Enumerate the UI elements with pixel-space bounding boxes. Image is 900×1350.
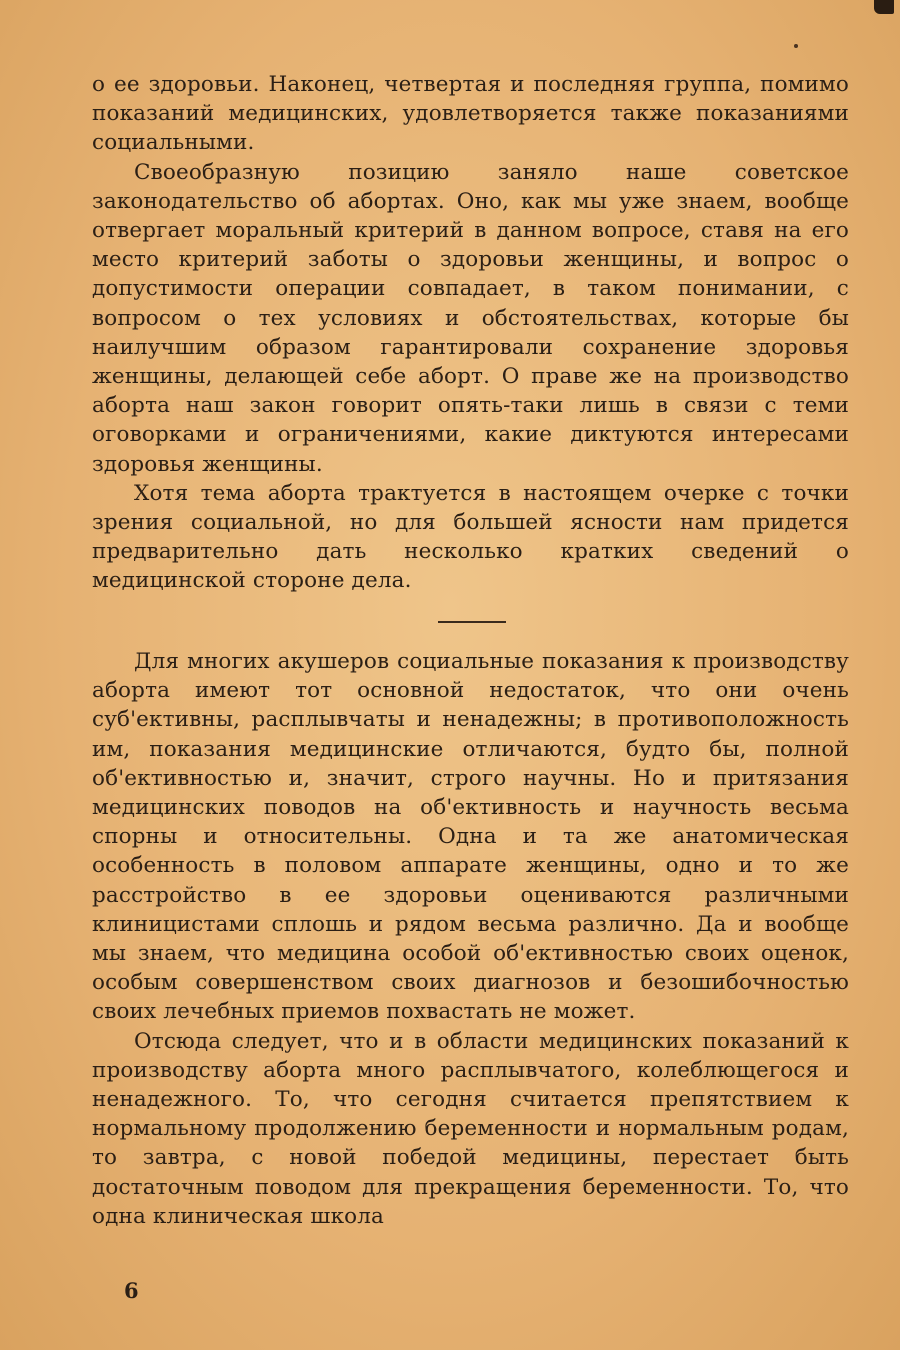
- paragraph: Для многих акушеров социальные показания к производству аборта имеют тот основной недостаток, что они очень суб'ективны, расплывчаты и ненадежны; в противоположность им, показания медицинские отличаются, будто бы, полной об'ективностью и, значит, строго научны. Но и притязания медицинских поводов на об'ективность и научность весьма спорны и относительны. Одна и та же анатомическая особенность в половом аппарате женщины, одно и то же расстройство в ее здоровьи оцениваются различными клиницистами сплошь и рядом весьма различно. Да и вообще мы знаем, что медицина особой об'ективностью своих оценок, особым совершенством своих диагнозов и безошибочностью своих лечебных приемов похвастать не может.: [92, 649, 849, 1025]
- text-block-bottom: [92, 647, 849, 1231]
- paragraph: Отсюда следует, что и в области медицинских показаний к производству аборта много расплывчатого, колеблющегося и ненадежного. То, что сегодня считается препятствием к нормальному продолжению беременности и нормальным родам, то завтра, с новой победой медицины, перестает быть достаточным поводом для прекращения беременности. То, что одна клиническая школа: [92, 1028, 849, 1229]
- page-edge-mark: [874, 0, 894, 14]
- paragraph: Хотя тема аборта трактуется в настоящем очерке с точки зрения социальной, но для большей ясности нам придется предварительно дать несколько кратких сведений о медицинской стороне дела.: [92, 480, 849, 594]
- page-number: 6: [124, 1278, 139, 1303]
- ink-dot: [794, 44, 798, 48]
- section-divider: [438, 621, 506, 623]
- paragraph: о ее здоровьи. Наконец, четвертая и последняя группа, помимо показаний медицинских, удовлетворяется также показаниями социальными.: [92, 72, 849, 156]
- text-block-top: [92, 70, 849, 596]
- paragraph: Своеобразную позицию заняло наше советское законодательство об абортах. Оно, как мы уже знаем, вообще отвергает моральный критерий в данном вопросе, ставя на его место критерий заботы о здоровьи женщины, и вопрос о допустимости операции совпадает, в таком понимании, с вопросом о тех условиях и обстоятельствах, которые бы наилучшим образом гарантировали сохранение здоровья женщины, делающей себе аборт. О праве же на производство аборта наш закон говорит опять-таки лишь в связи с теми оговорками и ограничениями, какие диктуются интересами здоровья женщины.: [92, 159, 849, 477]
